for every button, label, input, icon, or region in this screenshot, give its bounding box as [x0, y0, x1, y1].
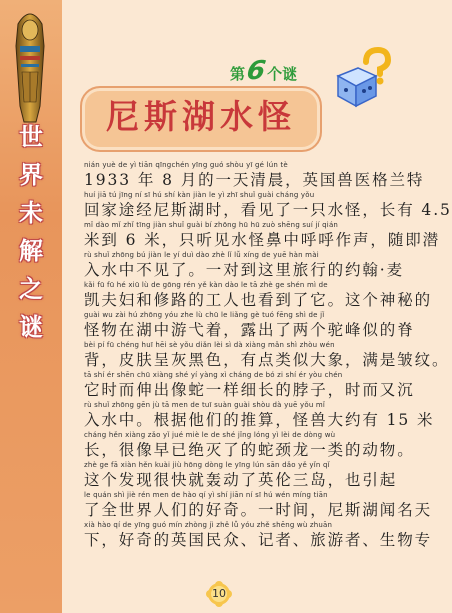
- sidebar-title-char: 解: [19, 237, 43, 265]
- pinyin-line: nián yuè de yì tiān qīngchén yīng guó shòu yī gé lún tè: [84, 161, 288, 169]
- chinese-line: 长，很像早已绝灭了的蛇颈龙一类的动物。: [84, 441, 415, 459]
- sidebar-title-char: 谜: [19, 313, 43, 341]
- chinese-line: 回家途经尼斯湖时，看见了一只水怪，长有 4.5: [84, 201, 452, 219]
- chinese-line: 背，皮肤呈灰黑色，有点类似大象，满是皱纹。: [84, 351, 450, 369]
- page-number-badge: [205, 581, 233, 607]
- article-body: [84, 160, 452, 550]
- text-line: [84, 520, 433, 550]
- pinyin-line: huí jiā tú jīng ní sī hú shí kàn jiàn le yì zhī shuǐ guài cháng yǒu: [84, 191, 315, 199]
- mummy-sarcophagus-icon: [10, 6, 50, 124]
- text-line: [84, 460, 398, 490]
- text-line: [84, 340, 450, 370]
- text-line: [84, 370, 415, 400]
- chapter-label: [230, 56, 297, 90]
- chinese-line: 入水中。根据他们的推算，怪兽大约有 15 米: [84, 411, 435, 429]
- pinyin-line: bèi pí fū chéng huī hēi sè yǒu diǎn lèi sì dà xiàng mǎn shì zhòu wén: [84, 341, 335, 349]
- chinese-line: 下，好奇的英国民众、记者、旅游者、生物专: [84, 531, 433, 549]
- pinyin-line: guài wu zài hú zhōng yóu zhe lù chū le liǎng gè tuó fēng shì de jǐ: [84, 311, 325, 319]
- pinyin-line: rù shuǐ zhōng bú jiàn le yí duì dào zhè lǐ lǚ xíng de yuē hàn mài: [84, 251, 319, 259]
- chinese-line: 1933 年 8 月的一天清晨，英国兽医格兰特: [84, 171, 425, 189]
- sidebar-title-char: 之: [19, 275, 43, 303]
- pinyin-line: cháng hěn xiàng zǎo yǐ jué miè le de shé jǐng lóng yì lèi de dòng wù: [84, 431, 336, 439]
- pinyin-line: tā shí ér shēn chū xiàng shé yí yàng xì cháng de bó zi shí ér yòu chén: [84, 371, 343, 379]
- chinese-line: 这个发现很快就轰动了英伦三岛，也引起: [84, 471, 398, 489]
- sidebar-title-char: 未: [19, 199, 43, 227]
- text-line: [84, 280, 433, 310]
- pinyin-line: kǎi fū fū hé xiū lù de gōng rén yě kàn dào le tā zhè ge shén mì de: [84, 281, 328, 289]
- text-line: [84, 160, 425, 190]
- pinyin-line: le quán shì jiè rén men de hào qí yì shí jiān ní sī hú wén míng tiān: [84, 491, 328, 499]
- chinese-line: 入水中不见了。一对到这里旅行的约翰·麦: [84, 261, 405, 279]
- text-line: [84, 250, 405, 280]
- chapter-number: 6: [244, 56, 268, 86]
- text-line: [84, 490, 433, 520]
- chinese-line: 它时而伸出像蛇一样细长的脖子，时而又沉: [84, 381, 415, 399]
- pinyin-line: xià hào qí de yīng guó mín zhòng jì zhě lǚ yóu zhě shēng wù zhuān: [84, 521, 333, 529]
- chinese-line: 凯夫妇和修路的工人也看到了它。这个神秘的: [84, 291, 433, 309]
- chinese-line: 了全世界人们的好奇。一时间，尼斯湖闻名天: [84, 501, 433, 519]
- chinese-line: 米到 6 米，只听见水怪鼻中呼呼作声，随即潜: [84, 231, 441, 249]
- sidebar: [0, 0, 62, 613]
- question-cube-icon: [330, 46, 392, 108]
- text-line: [84, 310, 415, 340]
- chapter-prefix: 第: [230, 65, 246, 83]
- text-line: [84, 400, 435, 430]
- sidebar-title-char: 世: [19, 123, 43, 151]
- chapter-suffix: 个谜: [267, 65, 298, 83]
- pinyin-line: rù shuǐ zhōng gēn jù tā men de tuī suàn guài shòu dà yuē yǒu mǐ: [84, 401, 326, 409]
- page-number: 10: [212, 587, 226, 600]
- page-title: 尼斯湖水怪: [106, 97, 296, 136]
- sidebar-title-char: 界: [19, 161, 43, 189]
- chinese-line: 怪物在湖中游弋着，露出了两个驼峰似的脊: [84, 321, 415, 339]
- text-line: [84, 190, 452, 220]
- text-line: [84, 220, 441, 250]
- pinyin-line: mǐ dào mǐ zhǐ tīng jiàn shuǐ guài bí zhōng hū hū zuò shēng suí jí qián: [84, 221, 339, 229]
- text-line: [84, 430, 415, 460]
- pinyin-line: zhè ge fā xiàn hěn kuài jiù hōng dòng le yīng lún sān dǎo yě yǐn qǐ: [84, 461, 330, 469]
